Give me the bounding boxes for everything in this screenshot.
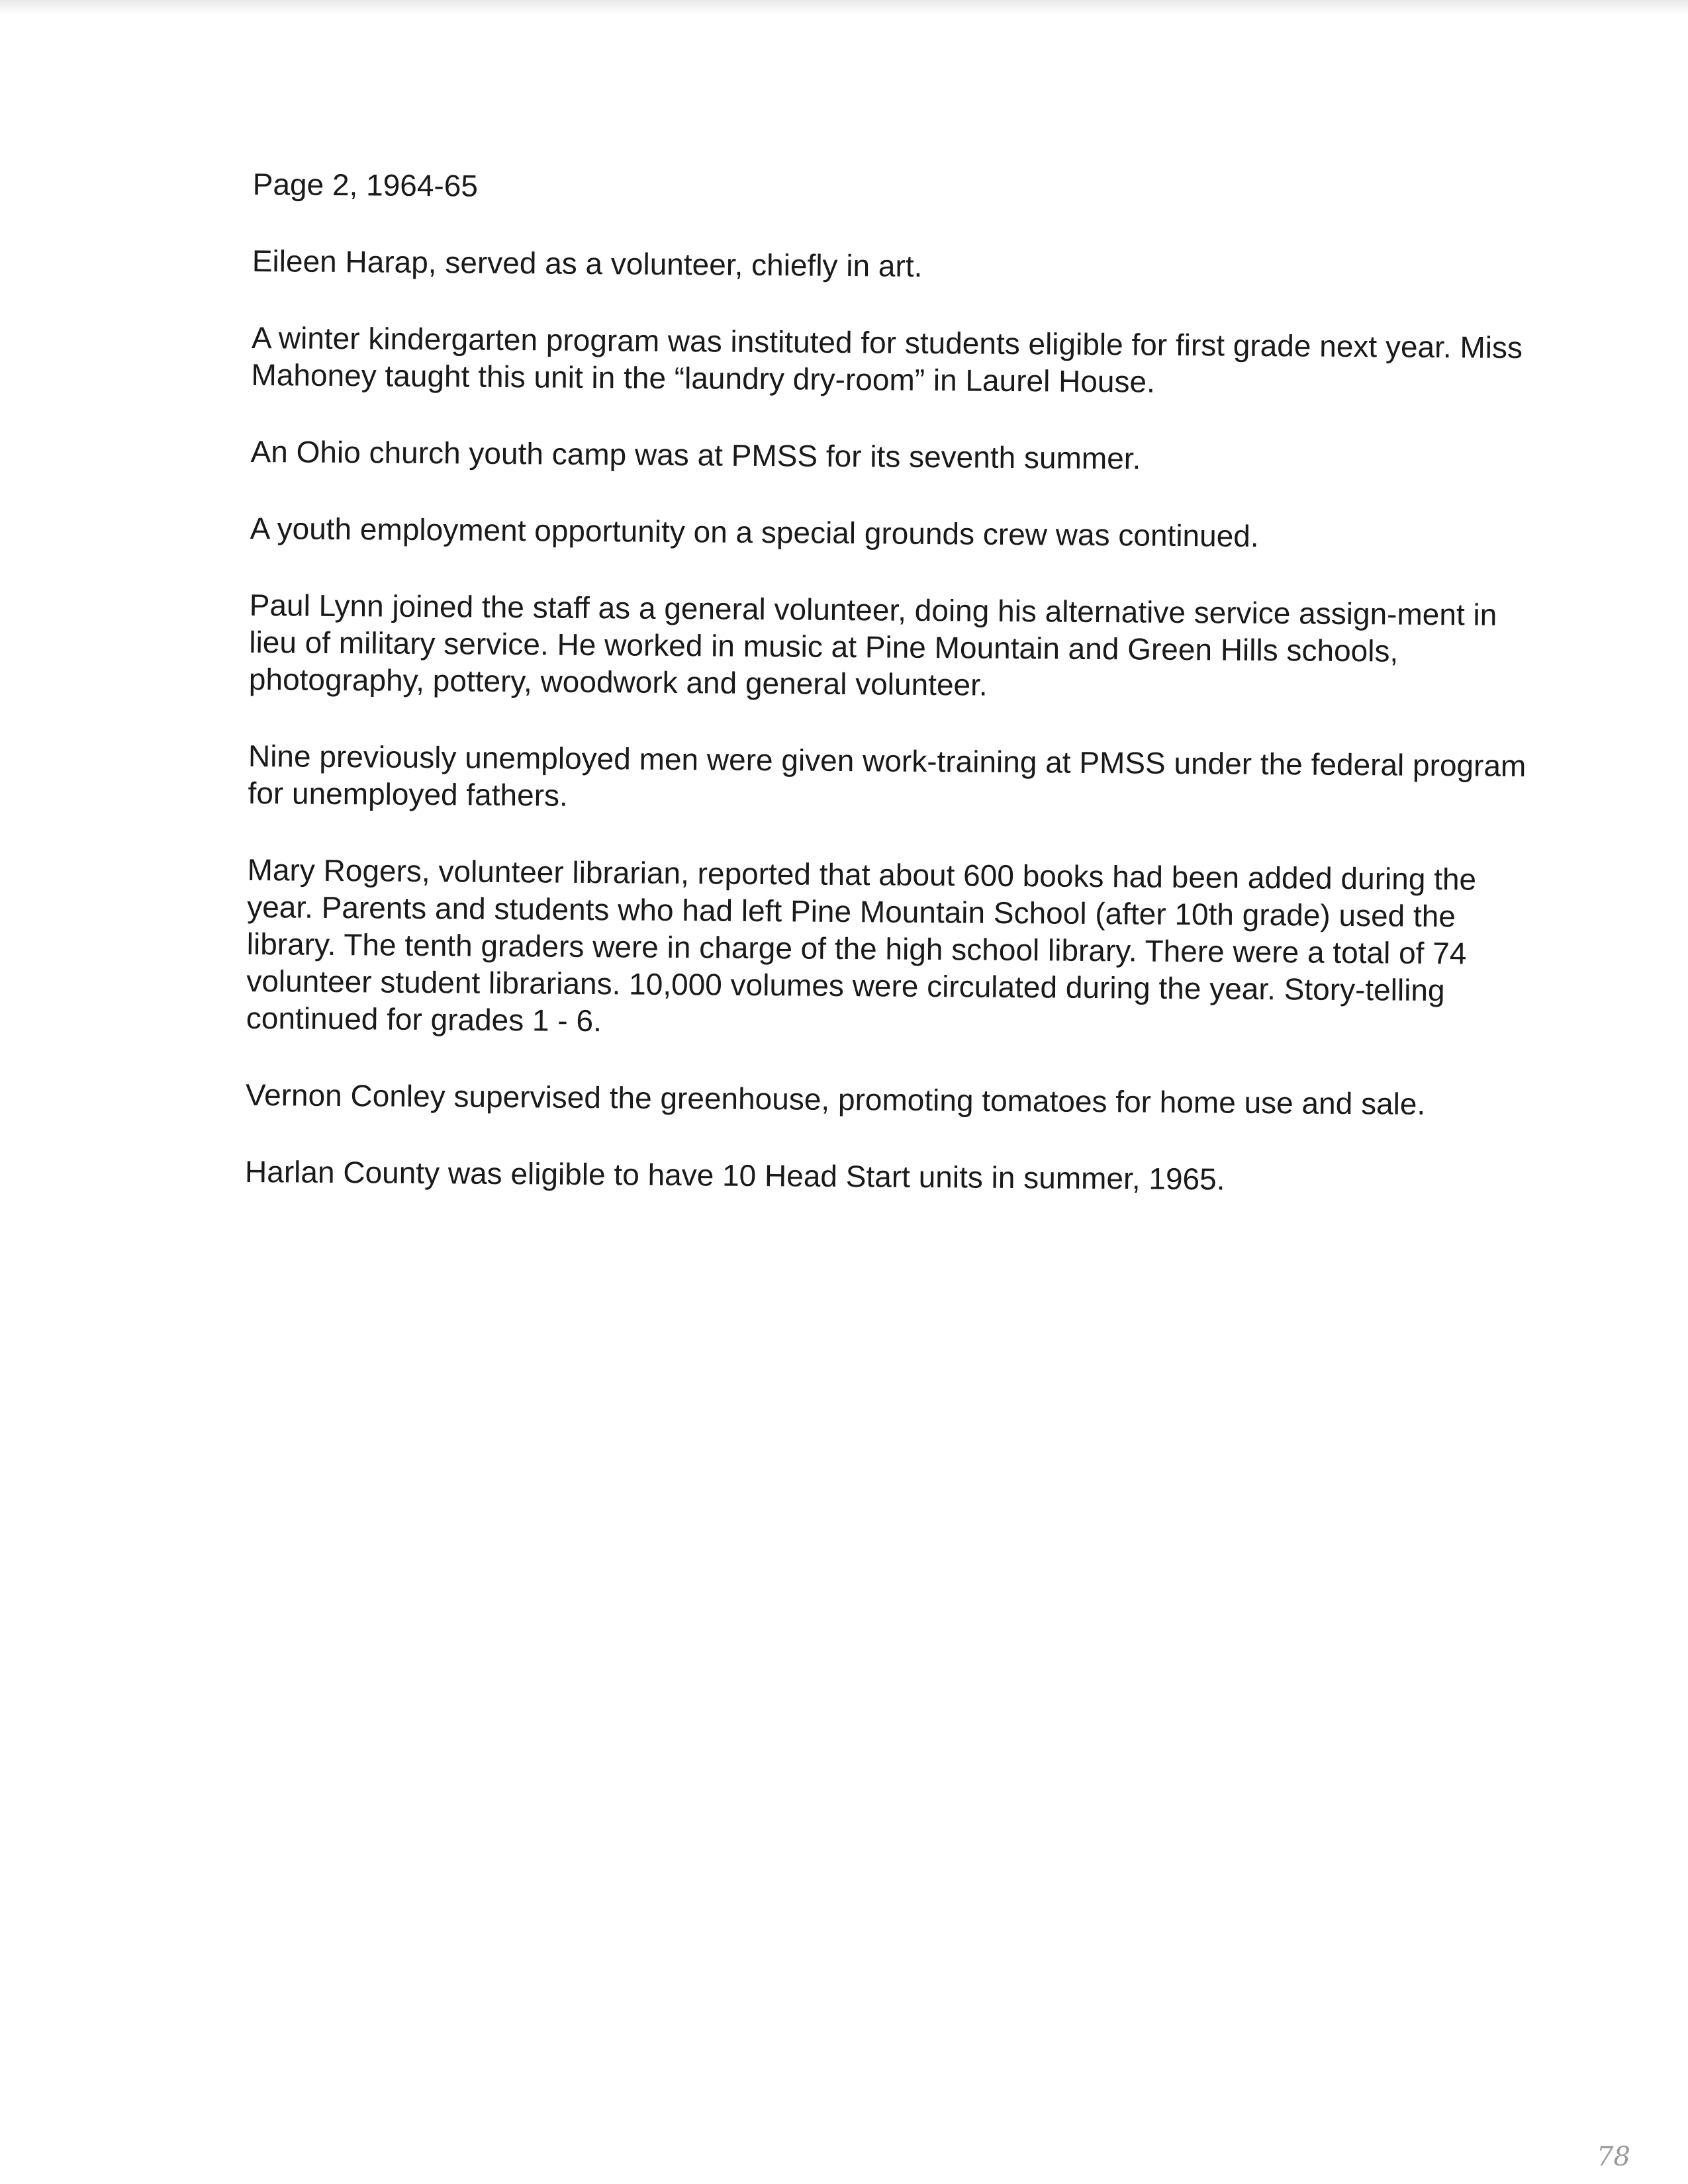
paragraph-ohio-youth-camp: An Ohio church youth camp was at PMSS for its seventh summer. xyxy=(250,433,1141,476)
scan-edge-shadow xyxy=(0,0,1688,15)
paragraph-paul-lynn: Paul Lynn joined the staff as a general volunteer, doing his alternative service assign-ment in lieu of military service. He worked in music at Pine Mountain and Green Hills schools, photography, pottery, woodwork and general volunteer. xyxy=(248,587,1497,702)
document-body xyxy=(244,165,1550,1240)
paragraph-youth-employment: A youth employment opportunity on a special grounds crew was continued. xyxy=(250,510,1259,553)
paragraph-head-start: Harlan County was eligible to have 10 Head Start units in summer, 1965. xyxy=(244,1154,1225,1197)
paragraph-vernon-conley: Vernon Conley supervised the greenhouse, promoting tomatoes for home use and sale. xyxy=(245,1077,1426,1121)
paragraph-work-training: Nine previously unemployed men were given work-training at PMSS under the federal program for unemployed fathers. xyxy=(248,738,1526,813)
handwritten-page-number: 78 xyxy=(1597,2142,1630,2172)
page-header: Page 2, 1964-65 xyxy=(252,166,479,203)
paragraph-eileen-harap: Eileen Harap, served as a volunteer, chiefly in art. xyxy=(252,243,923,283)
paragraph-mary-rogers-library: Mary Rogers, volunteer librarian, reported that about 600 books had been added during the year. Parents and students who had left Pine Mountain School (after 10th grade) used the library. The tenth graders were in charge of the high school library. There were a total of 74 volunteer student librarians. 10,000 volumes were circulated during the year. Story-telling continued for grades 1 - 6. xyxy=(246,852,1477,1038)
paragraph-winter-kindergarten: A winter kindergarten program was instituted for students eligible for first grade next year. Miss Mahoney taught this unit in the “laundry dry-room” in Laurel House. xyxy=(251,320,1523,399)
